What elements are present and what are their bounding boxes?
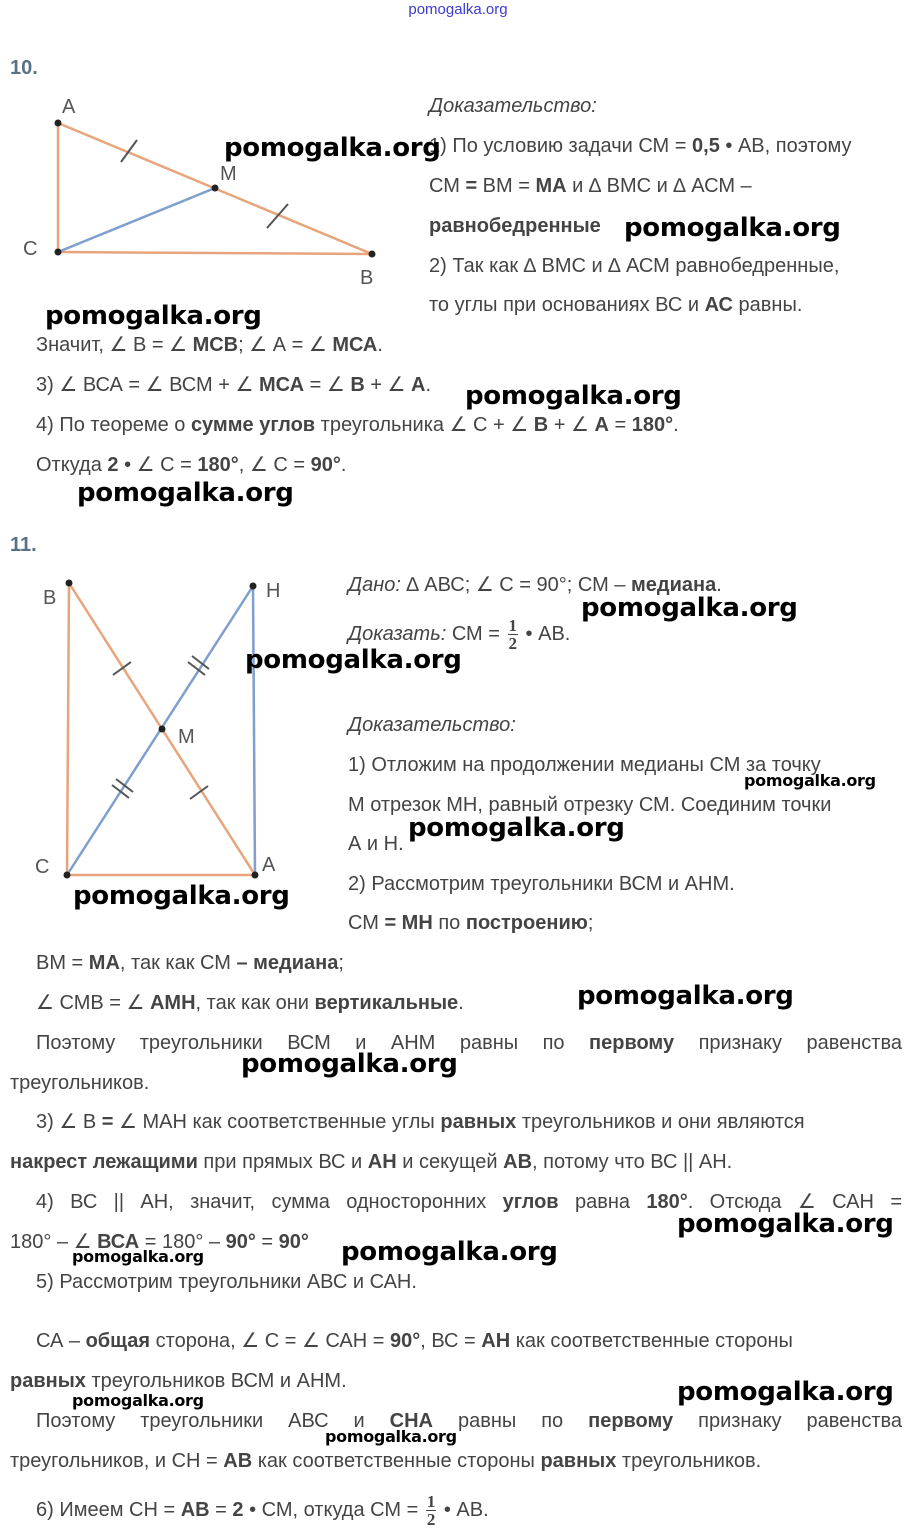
watermark: pomogalka.org bbox=[744, 771, 876, 790]
watermark: pomogalka.org bbox=[241, 1049, 458, 1079]
proof11-line-16: равных треугольников ВСМ и АНМ. bbox=[10, 1370, 347, 1392]
point-a bbox=[55, 120, 62, 127]
side-cb bbox=[58, 252, 372, 254]
point-c bbox=[64, 872, 71, 879]
watermark: pomogalka.org bbox=[341, 1237, 558, 1267]
proof10-line-6: Значит, ∠ В = ∠ МСВ; ∠ А = ∠ МСА. bbox=[36, 334, 383, 356]
watermark: pomogalka.org bbox=[72, 1247, 204, 1266]
label-b: B bbox=[43, 587, 57, 609]
proof11-line-1: 1) Отложим на продолжении медианы СМ за точку bbox=[348, 754, 821, 776]
median-cm bbox=[58, 188, 215, 252]
watermark: pomogalka.org bbox=[224, 133, 441, 163]
task-number-11: 11. bbox=[10, 534, 37, 556]
point-c bbox=[55, 249, 62, 256]
proof11-line-7: ∠ СМВ = ∠ АМН, так как они вертикальные. bbox=[36, 992, 464, 1014]
side-bc bbox=[67, 583, 69, 875]
given-line: Дано: ∆ АВС; ∠ С = 90°; СМ – медиана. bbox=[348, 574, 722, 596]
watermark: pomogalka.org bbox=[325, 1427, 457, 1446]
label-c: C bbox=[35, 856, 50, 878]
proof10-line-4: 2) Так как ∆ ВМС и ∆ АСМ равнобедренные, bbox=[429, 255, 840, 277]
point-m bbox=[212, 185, 219, 192]
label-m: M bbox=[178, 726, 195, 748]
fraction-one-half: $\frac{1}{2}$ bbox=[508, 616, 517, 654]
proof10-line-9: Откуда 2 • ∠ С = 180°, ∠ С = 90°. bbox=[36, 454, 347, 476]
proof11-line-2: М отрезок МН, равный отрезку СМ. Соединим точки bbox=[348, 794, 832, 816]
proof-title-11: Доказательство: bbox=[348, 714, 516, 736]
tick-mb bbox=[267, 204, 288, 228]
point-a bbox=[252, 872, 259, 879]
watermark: pomogalka.org bbox=[45, 301, 262, 331]
label-m: M bbox=[220, 163, 237, 185]
prove-line: Доказать: СМ = $\frac{1}{2}$ • АВ. bbox=[348, 616, 571, 654]
segment-ha bbox=[253, 586, 255, 875]
watermark: pomogalka.org bbox=[72, 1391, 204, 1410]
proof11-line-15: СА – общая сторона, ∠ С = ∠ САН = 90°, ВС = АН как соответственные стороны bbox=[36, 1330, 793, 1352]
label-a: A bbox=[62, 96, 76, 118]
triangle-figure-11 bbox=[25, 570, 295, 890]
proof11-line-9: треугольников. bbox=[10, 1072, 150, 1094]
point-b bbox=[369, 251, 376, 258]
site-header-link[interactable]: pomogalka.org bbox=[408, 1, 508, 18]
watermark: pomogalka.org bbox=[624, 213, 841, 243]
label-c: C bbox=[23, 238, 38, 260]
fraction-one-half: $\frac{1}{2}$ bbox=[426, 1492, 436, 1530]
proof10-line-1: 1) По условию задачи СМ = 0,5 • АВ, поэтому bbox=[429, 135, 852, 157]
proof11-line-10: 3) ∠ В = ∠ МАН как соответственные углы равных треугольников и они являются bbox=[36, 1111, 805, 1133]
watermark: pomogalka.org bbox=[677, 1209, 894, 1239]
proof10-line-8: 4) По теореме о сумме углов треугольника ∠ С + ∠ В + ∠ А = 180°. bbox=[36, 414, 679, 436]
point-b bbox=[66, 580, 73, 587]
proof11-line-18: треугольников, и СН = АВ как соответственные стороны равных треугольников. bbox=[10, 1450, 762, 1472]
proof11-line-12: 4) ВС || АН, значит, сумма односторонних углов равна 180°. Отсюда ∠ САН = bbox=[36, 1191, 903, 1213]
proof-title-10: Доказательство: bbox=[429, 95, 597, 117]
watermark: pomogalka.org bbox=[577, 981, 794, 1011]
watermark: pomogalka.org bbox=[77, 478, 294, 508]
proof11-line-6: ВМ = МА, так как СМ – медиана; bbox=[36, 952, 344, 974]
proof11-line-5: СМ = МН по построению; bbox=[348, 912, 594, 934]
watermark: pomogalka.org bbox=[73, 881, 290, 911]
point-m bbox=[159, 726, 166, 733]
label-h: H bbox=[266, 580, 281, 602]
watermark: pomogalka.org bbox=[581, 593, 798, 623]
watermark: pomogalka.org bbox=[465, 381, 682, 411]
proof11-line-14: 5) Рассмотрим треугольники АВС и САН. bbox=[36, 1271, 417, 1293]
label-b: B bbox=[360, 267, 374, 289]
proof10-line-3: равнобедренные bbox=[429, 215, 601, 237]
proof11-line-11: накрест лежащими при прямых ВС и АН и секущей АВ, потому что ВС || АН. bbox=[10, 1151, 733, 1173]
proof11-line-8: Поэтому треугольники ВСМ и АНМ равны по первому признаку равенства bbox=[36, 1032, 902, 1054]
point-h bbox=[250, 583, 257, 590]
watermark: pomogalka.org bbox=[677, 1377, 894, 1407]
proof10-line-2: СМ = ВМ = МА и ∆ ВМС и ∆ АСМ – bbox=[429, 175, 752, 197]
proof10-line-7: 3) ∠ ВСА = ∠ ВСМ + ∠ МСА = ∠ В + ∠ А. bbox=[36, 374, 432, 396]
proof11-line-3: А и Н. bbox=[348, 833, 404, 855]
label-a: A bbox=[262, 854, 276, 876]
triangle-figure-10 bbox=[15, 90, 405, 290]
proof10-line-5: то углы при основаниях ВС и АС равны. bbox=[429, 294, 803, 316]
proof11-line-13: 180° – ∠ ВСА = 180° – 90° = 90° bbox=[10, 1231, 309, 1253]
task-number-10: 10. bbox=[10, 57, 38, 79]
proof11-line-19: 6) Имеем СН = АВ = 2 • СМ, откуда СМ = $\frac{1}{2}$ • АВ. bbox=[36, 1492, 489, 1530]
proof11-line-17: Поэтому треугольники АВС и СНА равны по первому признаку равенства bbox=[36, 1410, 902, 1432]
proof11-line-4: 2) Рассмотрим треугольники ВСМ и АНМ. bbox=[348, 873, 735, 895]
watermark: pomogalka.org bbox=[408, 813, 625, 843]
watermark: pomogalka.org bbox=[245, 645, 462, 675]
